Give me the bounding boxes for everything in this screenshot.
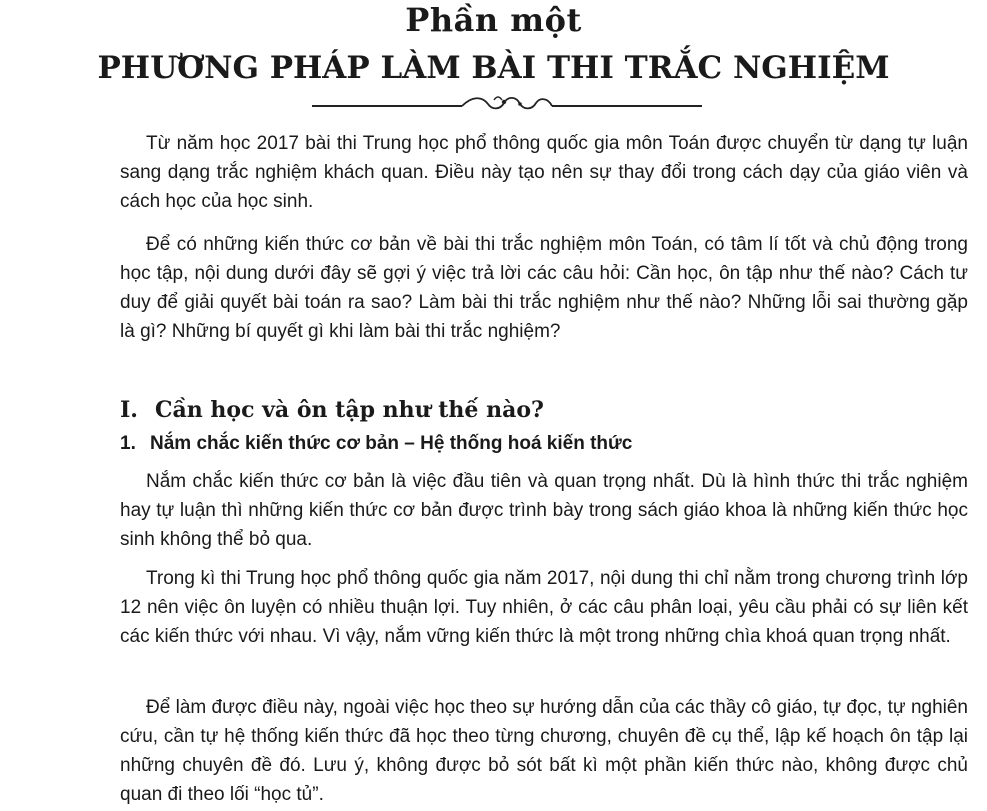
subsection-number: 1. xyxy=(120,433,136,454)
section-title: Cần học và ôn tập như thế nào? xyxy=(155,397,544,423)
body-paragraph-3: Để làm được điều này, ngoài việc học theo sự hướng dẫn của các thầy cô giáo, tự đọc, tự nghiên cứu, cần tự hệ thống kiến thức đã học theo từng chương, chuyên đề cụ thể, lập kế hoạch ôn tập lại những chuyên đề đó. Lưu ý, không được bỏ sót bất kì một phần kiến thức nào, không được chủ quan đi theo lối “học tủ”. xyxy=(120,697,968,805)
section-number: I. xyxy=(120,397,138,423)
section-heading xyxy=(120,395,968,425)
part-title: Phần một xyxy=(405,1,582,39)
intro-paragraph-2: Để có những kiến thức cơ bản về bài thi trắc nghiệm môn Toán, có tâm lí tốt và chủ động trong học tập, nội dung dưới đây sẽ gợi ý việc trả lời các câu hỏi: Cần học, ôn tập như thế nào? Cách tư duy để giải quyết bài toán ra sao? Làm bài thi trắc nghiệm như thế nào? Những lỗi sai thường gặp là gì? Những bí quyết gì khi làm bài thi trắc nghiệm? xyxy=(120,234,968,342)
intro-paragraph-1: Từ năm học 2017 bài thi Trung học phổ thông quốc gia môn Toán được chuyển từ dạng tự luận sang dạng trắc nghiệm khách quan. Điều này tạo nên sự thay đổi trong cách dạy của giáo viên và cách học của học sinh. xyxy=(120,133,968,212)
main-title: PHƯƠNG PHÁP LÀM BÀI THI TRẮC NGHIỆM xyxy=(97,50,890,86)
body-paragraph-1: Nắm chắc kiến thức cơ bản là việc đầu tiên và quan trọng nhất. Dù là hình thức thi trắc nghiệm hay tự luận thì những kiến thức cơ bản được trình bày trong sách giáo khoa là những kiến thức học sinh không thể bỏ qua. xyxy=(120,471,968,550)
subsection-heading xyxy=(120,430,968,458)
decorative-divider-icon xyxy=(312,92,702,114)
body-paragraph-2: Trong kì thi Trung học phổ thông quốc gia năm 2017, nội dung thi chỉ nằm trong chương trình lớp 12 nên việc ôn luyện có nhiều thuận lợi. Tuy nhiên, ở các câu phân loại, yêu cầu phải có sự liên kết các kiến thức với nhau. Vì vậy, nắm vững kiến thức là một trong những chìa khoá quan trọng nhất. xyxy=(120,568,968,647)
subsection-title: Nắm chắc kiến thức cơ bản – Hệ thống hoá kiến thức xyxy=(150,433,633,454)
